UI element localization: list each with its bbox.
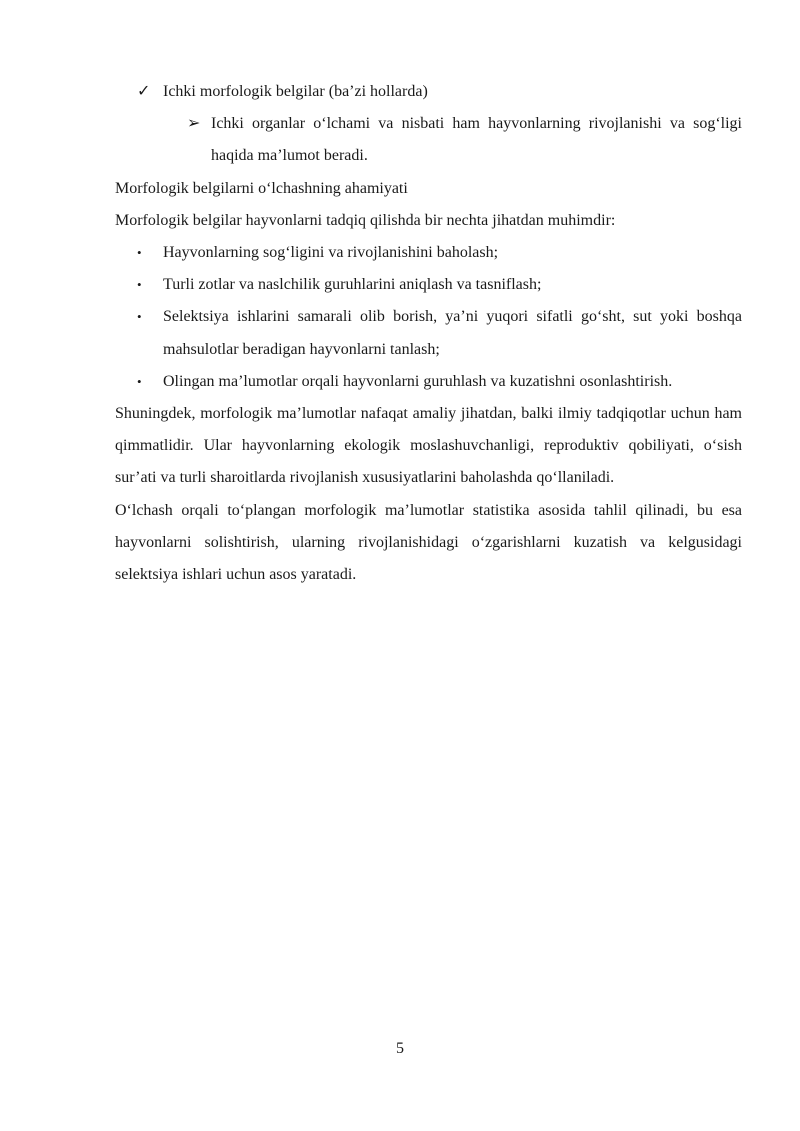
bullet-text: Turli zotlar va naslchilik guruhlarini aniqlash va tasniflash; bbox=[163, 276, 542, 294]
bullet-icon: • bbox=[137, 277, 142, 293]
check-item-text: Ichki morfologik belgilar (ba’zi hollarda) bbox=[163, 83, 428, 100]
bullet-list-item bbox=[115, 366, 742, 398]
page-content bbox=[115, 76, 742, 591]
bullet-text: Hayvonlarning sog‘ligini va rivojlanishini baholash; bbox=[163, 244, 499, 262]
bullet-icon: • bbox=[137, 373, 142, 389]
arrow-item-text: Ichki organlar o‘lchami va nisbati ham hayvonlarning rivojlanishi va sog‘ligi haqida ma’lumot beradi. bbox=[211, 115, 742, 165]
bullet-icon: • bbox=[137, 309, 142, 325]
bullet-text: Olingan ma’lumotlar orqali hayvonlarni guruhlash va kuzatishni osonlashtirish. bbox=[163, 372, 673, 390]
section-heading: Morfologik belgilarni o‘lchashning ahamiyati bbox=[115, 179, 408, 197]
bullet-text: Selektsiya ishlarini samarali olib borish, ya’ni yuqori sifatli go‘sht, sut yoki boshqa mahsulotlar beradigan hayvonlarni tanlash; bbox=[163, 308, 742, 358]
bullet-list-item bbox=[115, 269, 742, 301]
intro-text: Morfologik belgilar hayvonlarni tadqiq qilishda bir nechta jihatdan muhimdir: bbox=[115, 211, 616, 229]
checkmark-icon: ✓ bbox=[137, 83, 151, 100]
body-paragraph: O‘lchash orqali to‘plangan morfologik ma’lumotlar statistika asosida tahlil qilinadi, bu esa hayvonlarni solishtirish, ularning rivojlanishidagi o‘zgarishlarni kuzatish va kelgusidagi selektsiya ishlari uchun asos yaratadi. bbox=[115, 501, 742, 584]
arrow-right-icon: ➢ bbox=[187, 115, 201, 133]
check-list-item bbox=[115, 76, 742, 108]
arrow-list-item bbox=[115, 108, 742, 172]
bullet-list-item bbox=[115, 301, 742, 365]
bullet-list-item bbox=[115, 237, 742, 269]
bullet-icon: • bbox=[137, 245, 142, 261]
page-number: 5 bbox=[396, 1040, 404, 1057]
body-paragraph: Shuningdek, morfologik ma’lumotlar nafaqat amaliy jihatdan, balki ilmiy tadqiqotlar uchun ham qimmatlidir. Ular hayvonlarning ekologik moslashuvchanligi, reproduktiv qobiliyati, o‘sish sur’ati va turli sharoitlarda rivojlanish xususiyatlarini baholashda qo‘llaniladi. bbox=[115, 405, 742, 487]
